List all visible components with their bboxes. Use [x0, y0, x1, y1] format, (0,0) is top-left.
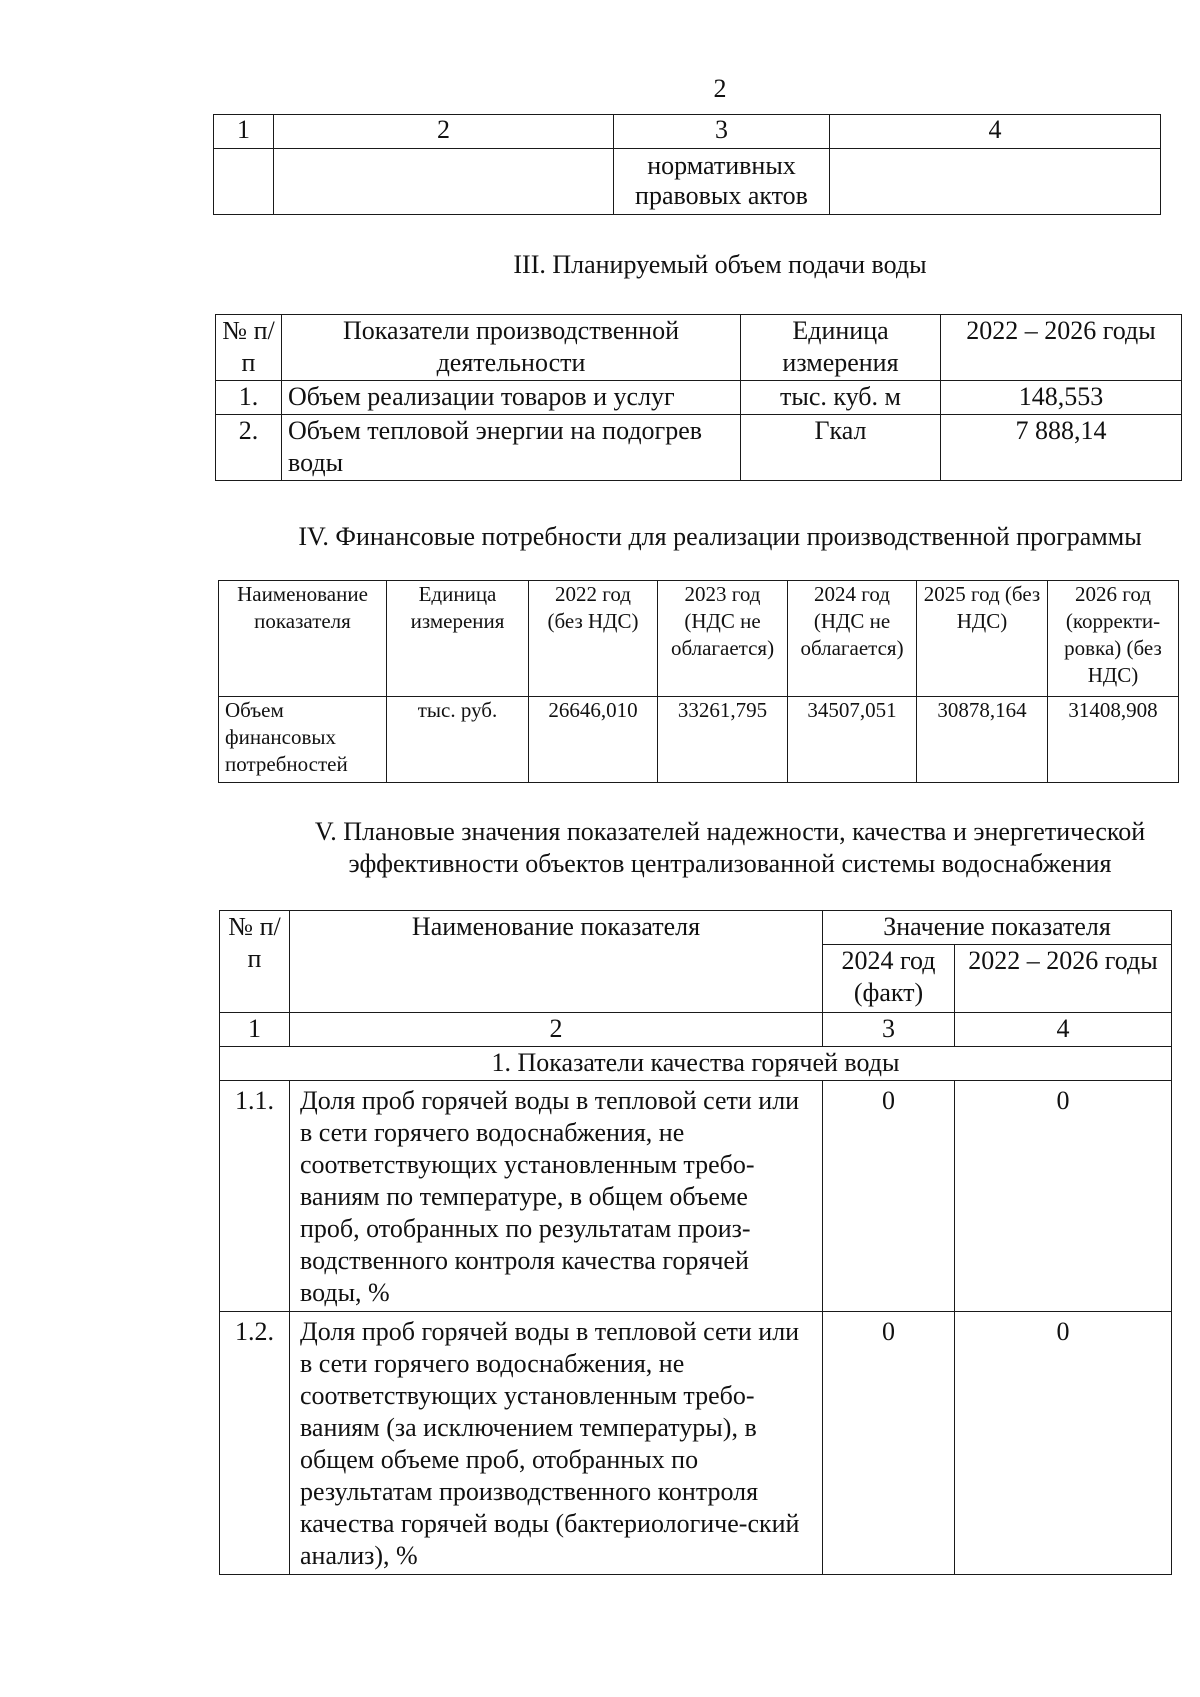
section5-title-line2: эффективности объектов централизованной системы водоснабжения: [348, 849, 1112, 878]
value-cell: 26646,010: [529, 697, 658, 783]
column-number-cell: 3: [823, 1013, 955, 1047]
value-cell: 34507,051: [788, 697, 917, 783]
water-supply-table: [215, 314, 1182, 481]
column-number-cell: 4: [955, 1013, 1172, 1047]
group-row: [220, 1047, 1172, 1081]
table-row: [220, 1312, 1172, 1575]
table-header-row: [216, 315, 1182, 381]
plan-value: 0: [955, 1312, 1172, 1575]
table-row: [220, 1081, 1172, 1312]
column-number-cell: 1: [214, 115, 274, 149]
header-cell: 2025 год (без НДС): [917, 581, 1048, 697]
table-row: [219, 697, 1179, 783]
section4-title: IV. Финансовые потребности для реализации производственной программы: [298, 522, 1142, 551]
header-cell: 2024 год (факт): [823, 945, 955, 1013]
table-header-row: [220, 911, 1172, 945]
unit-cell: тыс. куб. м: [741, 381, 941, 415]
row-number: 1.: [216, 381, 282, 415]
header-cell: 2022 – 2026 годы: [941, 315, 1182, 381]
value-cell: 31408,908: [1048, 697, 1179, 783]
value-cell: 30878,164: [917, 697, 1048, 783]
header-cell: 2026 год (корректи-ровка) (без НДС): [1048, 581, 1179, 697]
group-heading: 1. Показатели качества горячей воды: [220, 1047, 1172, 1081]
table-header-row: [214, 115, 1161, 149]
header-cell: Единица измерения: [741, 315, 941, 381]
header-cell: № п/п: [216, 315, 282, 381]
table-row: [214, 149, 1161, 215]
indicator-name: Объем реализации товаров и услуг: [282, 381, 741, 415]
header-cell: Единица измерения: [387, 581, 529, 697]
indicator-name: Доля проб горячей воды в тепловой сети или в сети горячего водоснабжения, не соответствующих установленным требо-ваниям по температуре, в общем объеме проб, отобранных по результатам произ-водственного контроля качества горячей воды, %: [290, 1081, 823, 1312]
indicator-name: Доля проб горячей воды в тепловой сети или в сети горячего водоснабжения, не соответствующих установленным требо-ваниям (за исключением температуры), в общем объеме проб, отобранных по результатам производственного контроля качества горячей воды (бактериологиче-ский анализ), %: [290, 1312, 823, 1575]
row-number: 1.1.: [220, 1081, 290, 1312]
continuation-table: [213, 114, 1161, 215]
unit-cell: Гкал: [741, 415, 941, 481]
indicator-name: Объем тепловой энергии на подогрев воды: [282, 415, 741, 481]
column-number-cell: 2: [274, 115, 614, 149]
table-cell: [274, 149, 614, 215]
header-cell: Наименование показателя: [219, 581, 387, 697]
value-cell: 148,553: [941, 381, 1182, 415]
fact-value: 0: [823, 1312, 955, 1575]
unit-cell: тыс. руб.: [387, 697, 529, 783]
table-row: [216, 381, 1182, 415]
page-number: 2: [713, 74, 727, 103]
reliability-indicators-table: [219, 910, 1172, 1575]
table-header-row: [219, 581, 1179, 697]
header-cell: 2022 – 2026 годы: [955, 945, 1172, 1013]
header-cell: 2023 год (НДС не облагается): [658, 581, 788, 697]
table-cell: [830, 149, 1161, 215]
header-group-cell: Значение показателя: [823, 911, 1172, 945]
value-cell: 33261,795: [658, 697, 788, 783]
financial-needs-table: [218, 580, 1179, 783]
plan-value: 0: [955, 1081, 1172, 1312]
column-number-cell: 2: [290, 1013, 823, 1047]
table-row: [216, 415, 1182, 481]
column-number-cell: 4: [830, 115, 1161, 149]
header-cell: 2022 год (без НДС): [529, 581, 658, 697]
header-cell: 2024 год (НДС не облагается): [788, 581, 917, 697]
header-cell: Наименование показателя: [290, 911, 823, 1013]
column-number-cell: 1: [220, 1013, 290, 1047]
row-number: 1.2.: [220, 1312, 290, 1575]
table-cell: [214, 149, 274, 215]
table-cell: нормативных правовых актов: [614, 149, 830, 215]
fact-value: 0: [823, 1081, 955, 1312]
header-cell: Показатели производственной деятельности: [282, 315, 741, 381]
column-numbering-row: [220, 1013, 1172, 1047]
indicator-name: Объем финансовых потребностей: [219, 697, 387, 783]
value-cell: 7 888,14: [941, 415, 1182, 481]
header-cell: № п/п: [220, 911, 290, 1013]
section5-title-line1: V. Плановые значения показателей надежности, качества и энергетической: [314, 817, 1146, 846]
row-number: 2.: [216, 415, 282, 481]
section3-title: III. Планируемый объем подачи воды: [513, 250, 927, 279]
column-number-cell: 3: [614, 115, 830, 149]
